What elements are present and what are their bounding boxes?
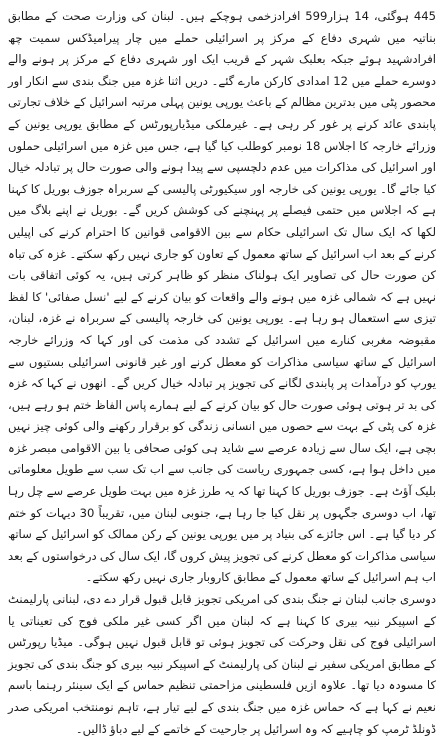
article-body: [8, 6, 436, 740]
article-paragraph-1: 445 ہوگئی، 14 ہزار599 افرادزخمی ہوچکے ہیں۔ لبنان کی وزارت صحت کے مطابق بناتیہ میں شہری دفاع کے مرکز پر اسرائیلی حملے میں چار پیرامیڈکس سمیت چھ افرادشہید ہوئے جبکہ بعلبک شہر کے قریب ایک اور شہری دفاع کے مرکز پر ہونے والے دوسرے حملے میں 12 امدادی کارکن مارے گئے۔ دریں اثنا غزہ میں جنگ بندی سے انکار اور محصور پٹی میں بدترین مظالم کے باعث یورپی یونین پہلی مرتبہ اسرائیل کے خلاف تجارتی پابندی عائد کرنے پر غور کر رہی ہے۔ غیرملکی میڈیارپورٹس کے مطابق یورپی یونین کے وزرائے خارجہ کا اجلاس 18 نومبر کوطلب کیا گیا ہے، جس میں غزہ میں اسرائیلی حملوں اور اسرائیل کی مذاکرات میں عدم دلچسپی سے پیدا ہونے والی صورت حال پر تبادلہ خیال کیا جائے گا۔ یورپی یونین کی خارجہ اور سیکیورٹی پالیسی کے سربراہ جوزف بوریل کا کہنا ہے کہ اجلاس میں حتمی فیصلے پر پہنچنے کی کوشش کریں گے۔ بوریل نے اپنے بلاگ میں لکھا کہ ایک سال تک اسرائیلی حکام سے بین الاقوامی قوانین کا احترام کرنے کی اپیلیں کرنے کے بعد اب اسرائیل کے ساتھ معمول کے تعاون کو جاری نہیں رکھ سکتے۔ غزہ کی تباہ کن صورت حال کی تصاویر ایک ہولناک منظر کو ظاہر کرتی ہیں، یہ کوئی اتفاقی بات نہیں ہے کہ شمالی غزہ میں ہونے والے واقعات کو بیان کرنے کے لیے 'نسل صفائی' کا لفظ تیزی سے استعمال ہو رہا ہے۔ یورپی یونین کی خارجہ پالیسی کے سربراہ نے غزہ، لبنان، مقبوضہ مغربی کنارے میں اسرائیل کے تشدد کی مذمت کی اور کہا کہ وزرائے خارجہ اسرائیل کے ساتھ سیاسی مذاکرات کو معطل کرنے اور غیر قانونی اسرائیلی بستیوں سے یورپ کو درآمدات پر پابندی لگانے کی تجویز پر تبادلہ خیال کریں گے۔ انھوں نے کہا کہ غزہ کی بد تر ہوتی ہوئی صورت حال کو بیان کرنے کے لیے ہمارے پاس الفاظ ختم ہو رہے ہیں، غزہ کی پٹی کے بہت سے حصوں میں انسانی زندگی کو برقرار رکھنے والی کوئی چیز نہیں بچی ہے، ایک سال سے زیادہ عرصے سے شاید ہی کوئی صحافی یا بین الاقوامی مبصر غزہ میں داخل ہوا ہے، کسی جمہوری ریاست کی جانب سے اب تک سب سے طویل معلوماتی بلیک آؤٹ ہے۔ جوزف بوریل کا کہنا تھا کہ یہ طرز غزہ میں بہت طویل عرصے سے چل رہا تھا، اب دوسری جگہوں پر نقل کیا جا رہا ہے، جنوبی لبنان میں، تقریباً 30 دیہات کو ختم کر دیا گیا ہے۔ اس جائزے کی بنیاد پر میں یورپی یونین کے رکن ممالک کو اسرائیل کے ساتھ سیاسی مذاکرات کو معطل کرنے کی تجویز پیش کروں گا، ایک سال کی درخواستوں کے بعد اب ہم اسرائیل کے ساتھ معمول کے مطابق کاروبار جاری نہیں رکھ سکتے۔: [8, 9, 437, 585]
article-paragraph-2: دوسری جانب لبنان نے جنگ بندی کی امریکی تجویز قابل قبول قرار دے دی، لبنانی پارلیمنٹ کے اسپیکر نبیہ بیری کا کہنا ہے کہ لبنان میں اگر کسی غیر ملکی فوج کی تعیناتی یا اسرائیلی فوج کی نقل وحرکت کی تجویز ہوئی تو قابل قبول نہیں ہوگی۔ میڈیا رپورٹس کے مطابق امریکی سفیر نے لبنان کی پارلیمنٹ کے اسپیکر نبیہ بیری کو جنگ بندی کی تجویز کا مسودہ دیا تھا۔ علاوہ ازیں فلسطینی مزاحمتی تنظیم حماس کے ایک سینئر رہنما باسم نعیم نے کہا ہے کہ حماس غزہ میں جنگ بندی کے لیے تیار ہے، تاہم نومنتخب امریکی صدر ڈونلڈ ٹرمپ کو چاہیے کہ وہ اسرائیل پر جارحیت کے خاتمے کے لیے دباؤ ڈالیں۔: [8, 592, 436, 736]
